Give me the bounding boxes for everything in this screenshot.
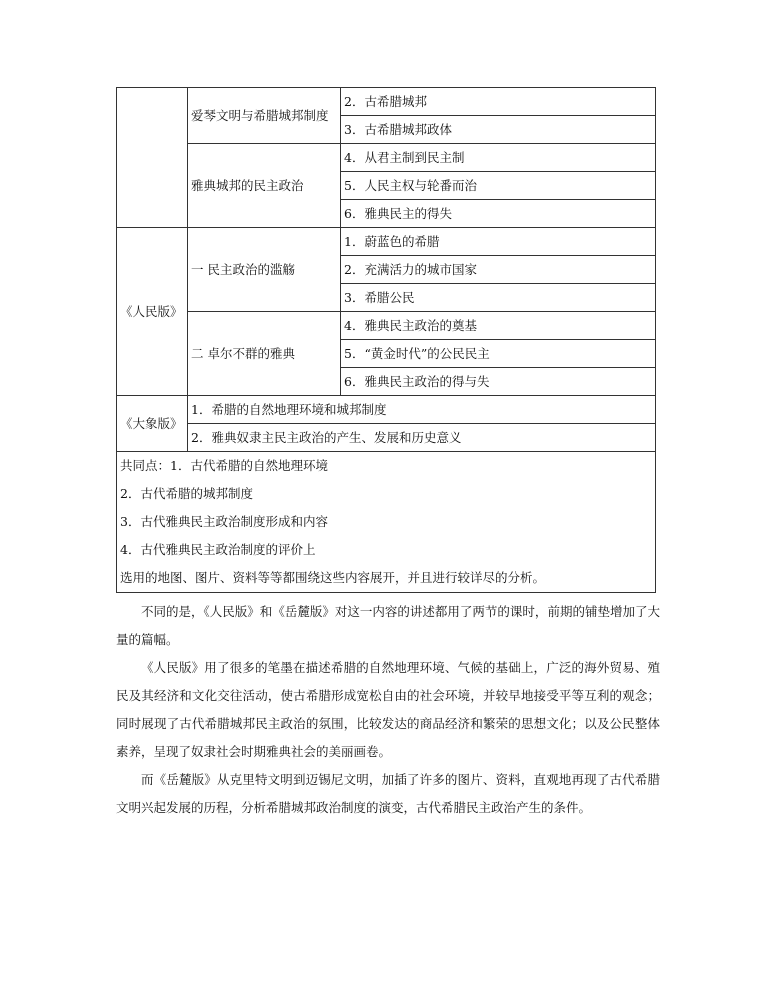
common-points-cell [117, 452, 656, 593]
table-cell-item: 1．希腊的自然地理环境和城邦制度 [188, 396, 656, 424]
table-row [117, 312, 656, 340]
table-row [117, 396, 656, 424]
table-cell-item: 1．蔚蓝色的希腊 [341, 228, 656, 256]
table-cell-item: 2．雅典奴隶主民主政治的产生、发展和历史意义 [188, 424, 656, 452]
common-point-line: 选用的地图、图片、资料等等都围绕这些内容展开，并且进行较详尽的分析。 [120, 570, 546, 585]
body-paragraph: 《人民版》用了很多的笔墨在描述希腊的自然地理环境、气候的基础上，广泛的海外贸易、殖民及其经济和文化交往活动，使古希腊形成宽松自由的社会环境，并较早地接受平等互利的观念；同时展现了古代希腊城邦民主政治的氛围，比较发达的商品经济和繁荣的思想文化；以及公民整体素养，呈现了奴隶社会时期雅典社会的美丽画卷。 [116, 660, 660, 759]
body-paragraph: 不同的是，《人民版》和《岳麓版》对这一内容的讲述都用了两节的课时，前期的铺垫增加了大量的篇幅。 [116, 604, 660, 647]
table-cell-item: 3．希腊公民 [341, 284, 656, 312]
common-point-line: 共同点：1．古代希腊的自然地理环境 [120, 458, 328, 473]
renmin-label: 《人民版》 [117, 228, 188, 396]
table-cell-item: 6．雅典民主的得失 [341, 200, 656, 228]
renmin-group1-title: 一 民主政治的滥觞 [188, 228, 341, 312]
section-title-aegean: 爱琴文明与希腊城邦制度 [188, 88, 341, 144]
textbook-comparison-table [116, 87, 656, 593]
table-cell-item: 3．古希腊城邦政体 [341, 116, 656, 144]
table-row [117, 144, 656, 172]
table-cell-item: 2．充满活力的城市国家 [341, 256, 656, 284]
table-row [117, 452, 656, 593]
table-cell-item: 2．古希腊城邦 [341, 88, 656, 116]
table-row [117, 228, 656, 256]
table-cell-item: 4．雅典民主政治的奠基 [341, 312, 656, 340]
common-point-line: 4．古代雅典民主政治制度的评价上 [120, 542, 316, 557]
table-row [117, 88, 656, 116]
section-title-athens-democracy: 雅典城邦的民主政治 [188, 144, 341, 228]
table-cell-item: 4．从君主制到民主制 [341, 144, 656, 172]
table-cell-item: 5．“黄金时代”的公民民主 [341, 340, 656, 368]
daxiang-label: 《大象版》 [117, 396, 188, 452]
table-row [117, 424, 656, 452]
table-cell-item: 5．人民主权与轮番而治 [341, 172, 656, 200]
table-cell-empty [117, 88, 188, 228]
renmin-group2-title: 二 卓尔不群的雅典 [188, 312, 341, 396]
body-paragraph: 而《岳麓版》从克里特文明到迈锡尼文明，加插了许多的图片、资料，直观地再现了古代希腊文明兴起发展的历程，分析希腊城邦政治制度的演变，古代希腊民主政治产生的条件。 [116, 772, 660, 815]
common-point-line: 2．古代希腊的城邦制度 [120, 486, 253, 501]
table-cell-item: 6．雅典民主政治的得与失 [341, 368, 656, 396]
common-point-line: 3．古代雅典民主政治制度形成和内容 [120, 514, 328, 529]
